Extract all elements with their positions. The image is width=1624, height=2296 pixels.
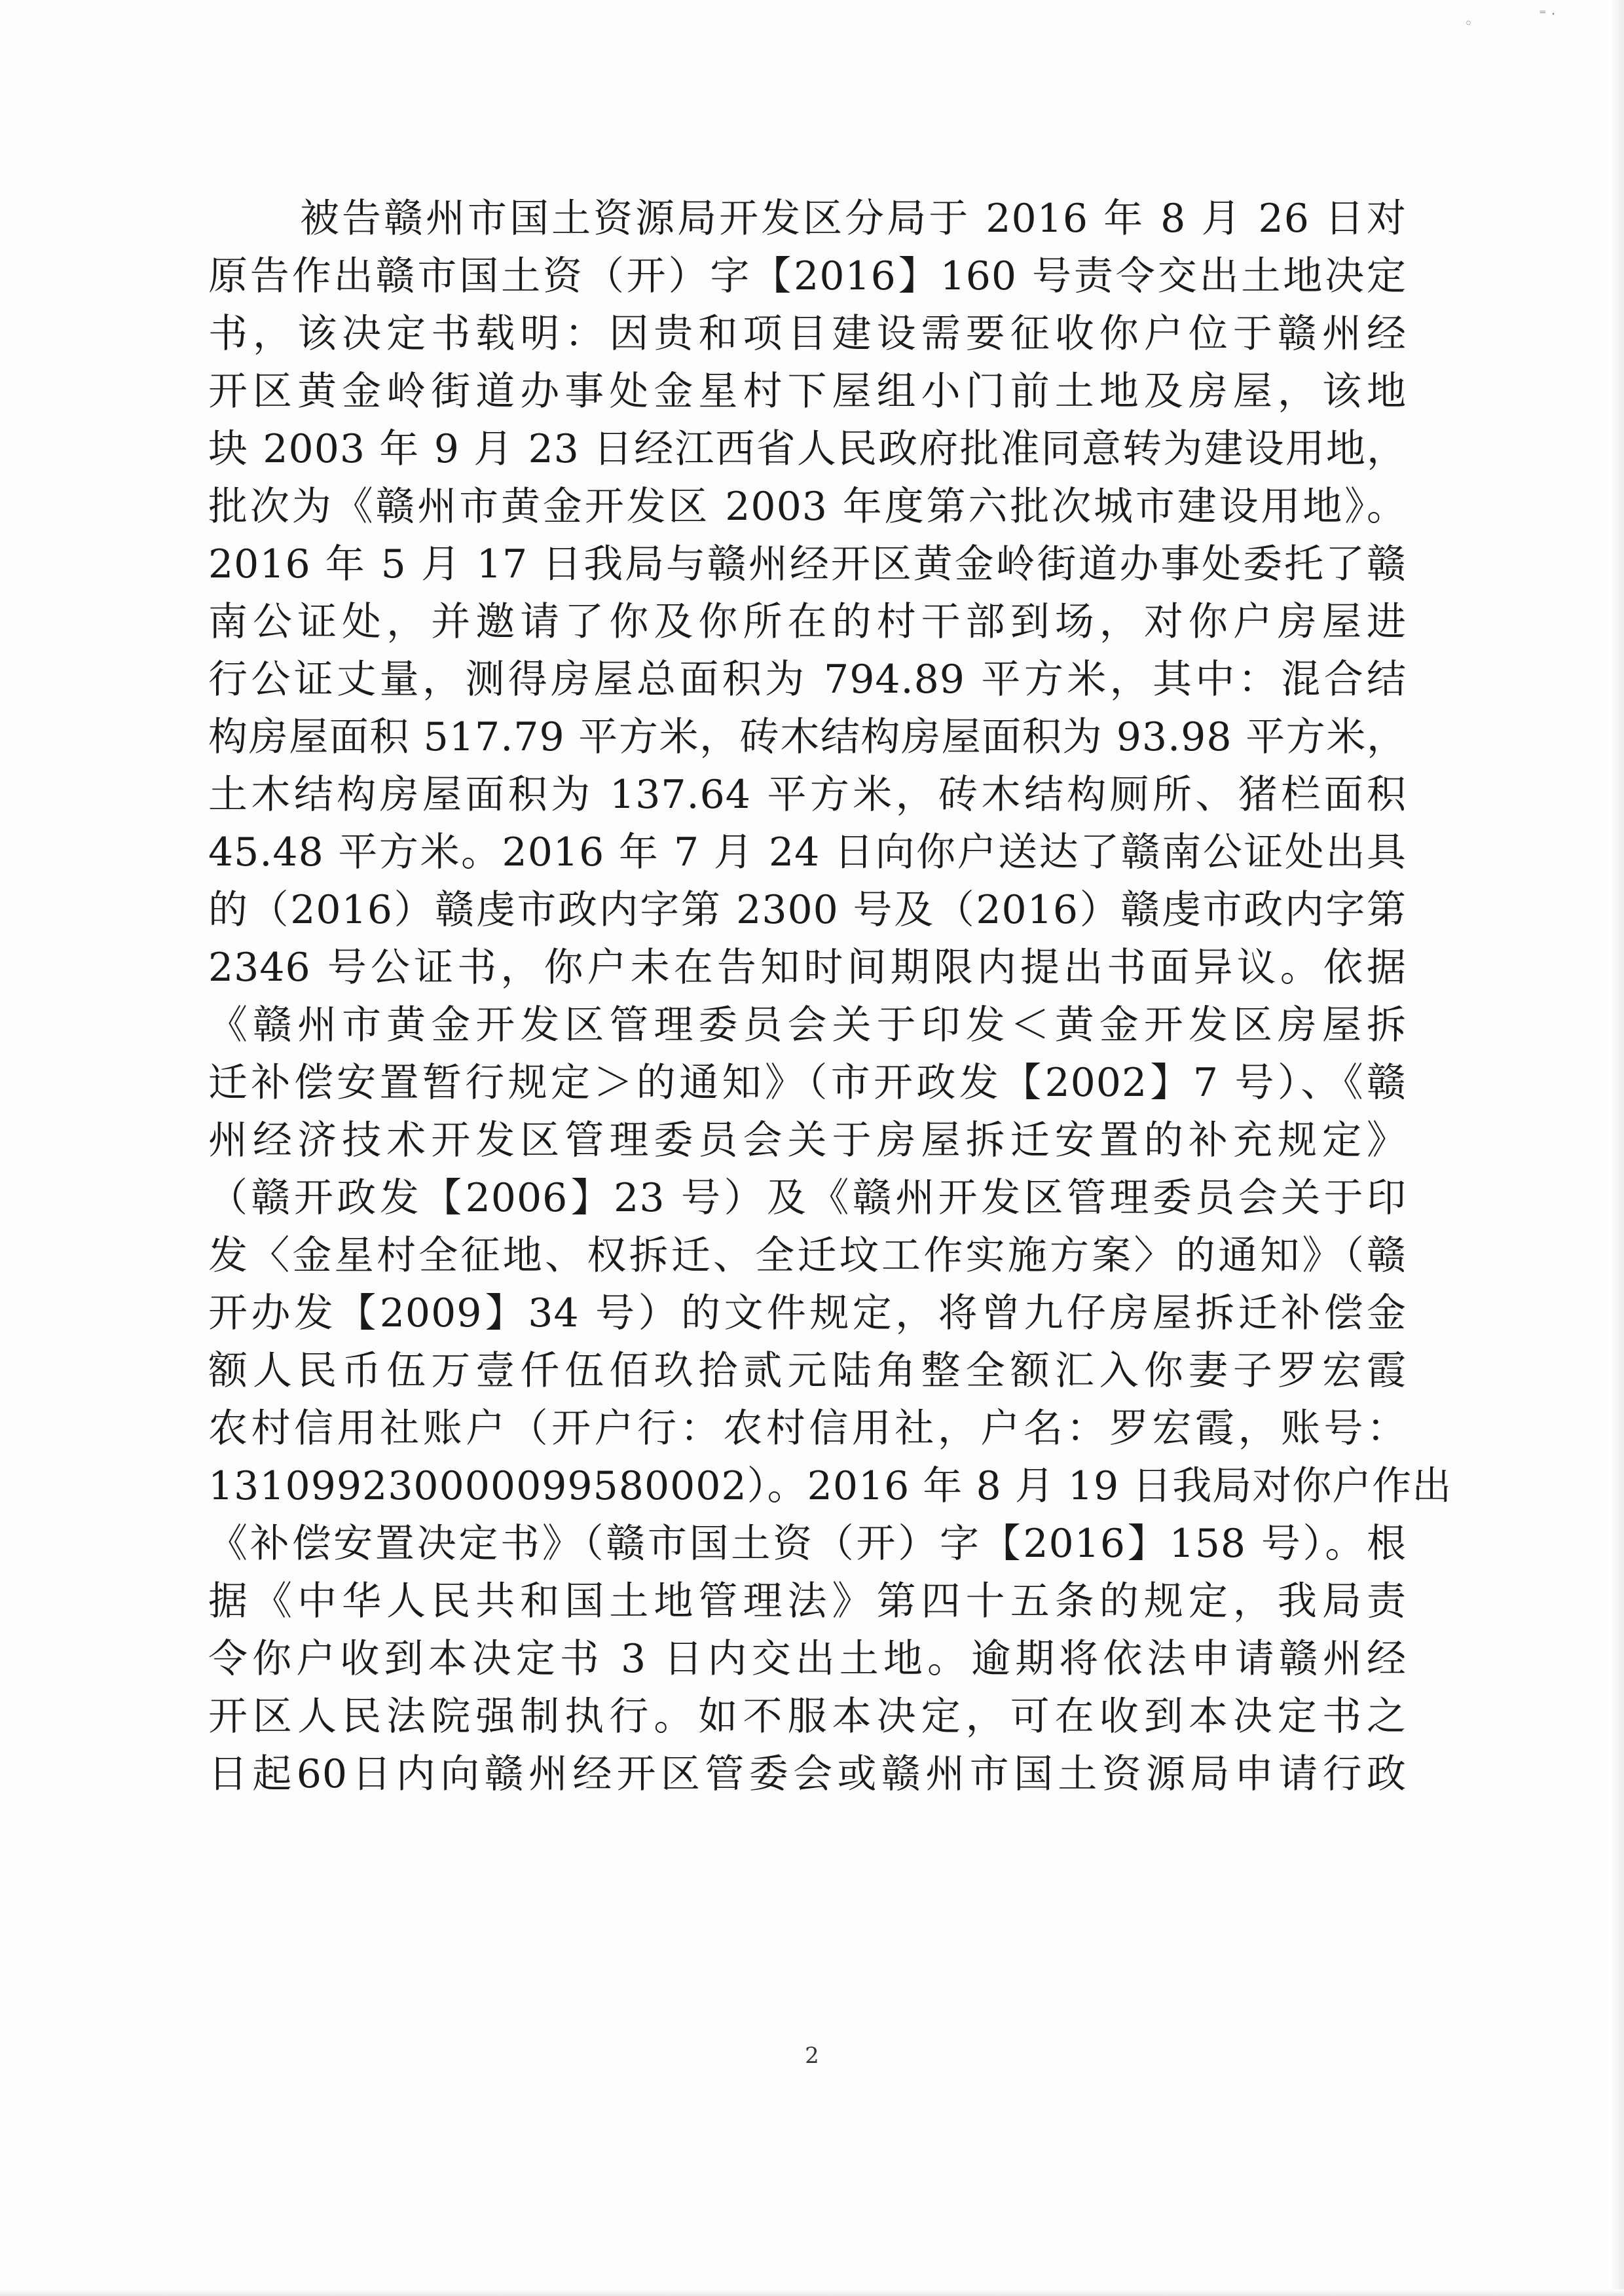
text-line: 额人民币伍万壹仟伍佰玖拾贰元陆角整全额汇入你妻子罗宏霞 — [208, 1348, 1407, 1394]
text-line: 构房屋面积 517.79 平方米，砖木结构房屋面积为 93.98 平方米， — [208, 714, 1407, 760]
text-line: 2016 年 5 月 17 日我局与赣州经开区黄金岭街道办事处委托了赣 — [208, 541, 1407, 587]
text-line: 书，该决定书载明：因贵和项目建设需要征收你户位于赣州经 — [208, 311, 1407, 357]
text-line: 批次为《赣州市黄金开发区 2003 年度第六批次城市建设用地》。 — [208, 484, 1407, 530]
text-line: 《赣州市黄金开发区管理委员会关于印发＜黄金开发区房屋拆 — [208, 1002, 1407, 1048]
text-line: 行公证丈量，测得房屋总面积为 794.89 平方米，其中：混合结 — [208, 657, 1407, 702]
text-line: 2346 号公证书，你户未在告知时间期限内提出书面异议。依据 — [208, 945, 1407, 991]
body-text — [208, 190, 1452, 1803]
text-line: 开区黄金岭街道办事处金星村下屋组小门前土地及房屋，该地 — [208, 369, 1407, 414]
text-line: 南公证处，并邀请了你及你所在的村干部到场，对你户房屋进 — [208, 599, 1407, 645]
text-line: 农村信用社账户（开户行：农村信用社，户名：罗宏霞，账号： — [208, 1406, 1407, 1451]
scan-edge-right — [1610, 0, 1624, 2296]
text-line: 131099230000099580002）。2016 年 8 月 19 日我局对你户作出 — [208, 1463, 1452, 1509]
scan-speck: ⁼ · — [1539, 7, 1556, 23]
text-line: 45.48 平方米。2016 年 7 月 24 日向你户送达了赣南公证处出具 — [208, 829, 1407, 875]
text-line: 日起60日内向赣州经开区管委会或赣州市国土资源局申请行政 — [208, 1751, 1407, 1797]
text-line: 令你户收到本决定书 3 日内交出土地。逾期将依法申请赣州经 — [208, 1636, 1407, 1682]
page-number: 2 — [805, 2043, 819, 2069]
text-line: 土木结构房屋面积为 137.64 平方米，砖木结构厕所、猪栏面积 — [208, 772, 1407, 818]
scan-speck: ◦ — [1464, 16, 1473, 32]
text-line: 州经济技术开发区管理委员会关于房屋拆迁安置的补充规定》 — [208, 1118, 1407, 1163]
text-line: 开区人民法院强制执行。如不服本决定，可在收到本决定书之 — [208, 1694, 1407, 1740]
text-line: 《补偿安置决定书》（赣市国土资（开）字【2016】158 号）。根 — [208, 1521, 1407, 1567]
text-line: 据《中华人民共和国土地管理法》第四十五条的规定，我局责 — [208, 1578, 1407, 1624]
scan-edge-bottom — [0, 2289, 1624, 2296]
text-line: 迁补偿安置暂行规定＞的通知》（市开政发【2002】7 号）、《赣 — [208, 1060, 1407, 1106]
text-line: （赣开政发【2006】23 号）及《赣州开发区管理委员会关于印 — [208, 1175, 1407, 1221]
text-line: 的（2016）赣虔市政内字第 2300 号及（2016）赣虔市政内字第 — [208, 887, 1407, 933]
text-line: 块 2003 年 9 月 23 日经江西省人民政府批准同意转为建设用地， — [208, 426, 1407, 472]
text-line: 被告赣州市国土资源局开发区分局于 2016 年 8 月 26 日对 — [300, 196, 1407, 242]
text-line: 原告作出赣市国土资（开）字【2016】160 号责令交出土地决定 — [208, 253, 1407, 299]
text-line: 发〈金星村全征地、权拆迁、全迁坟工作实施方案〉的通知》（赣 — [208, 1233, 1407, 1279]
text-line: 开办发【2009】34 号）的文件规定，将曾九仔房屋拆迁补偿金 — [208, 1290, 1407, 1336]
